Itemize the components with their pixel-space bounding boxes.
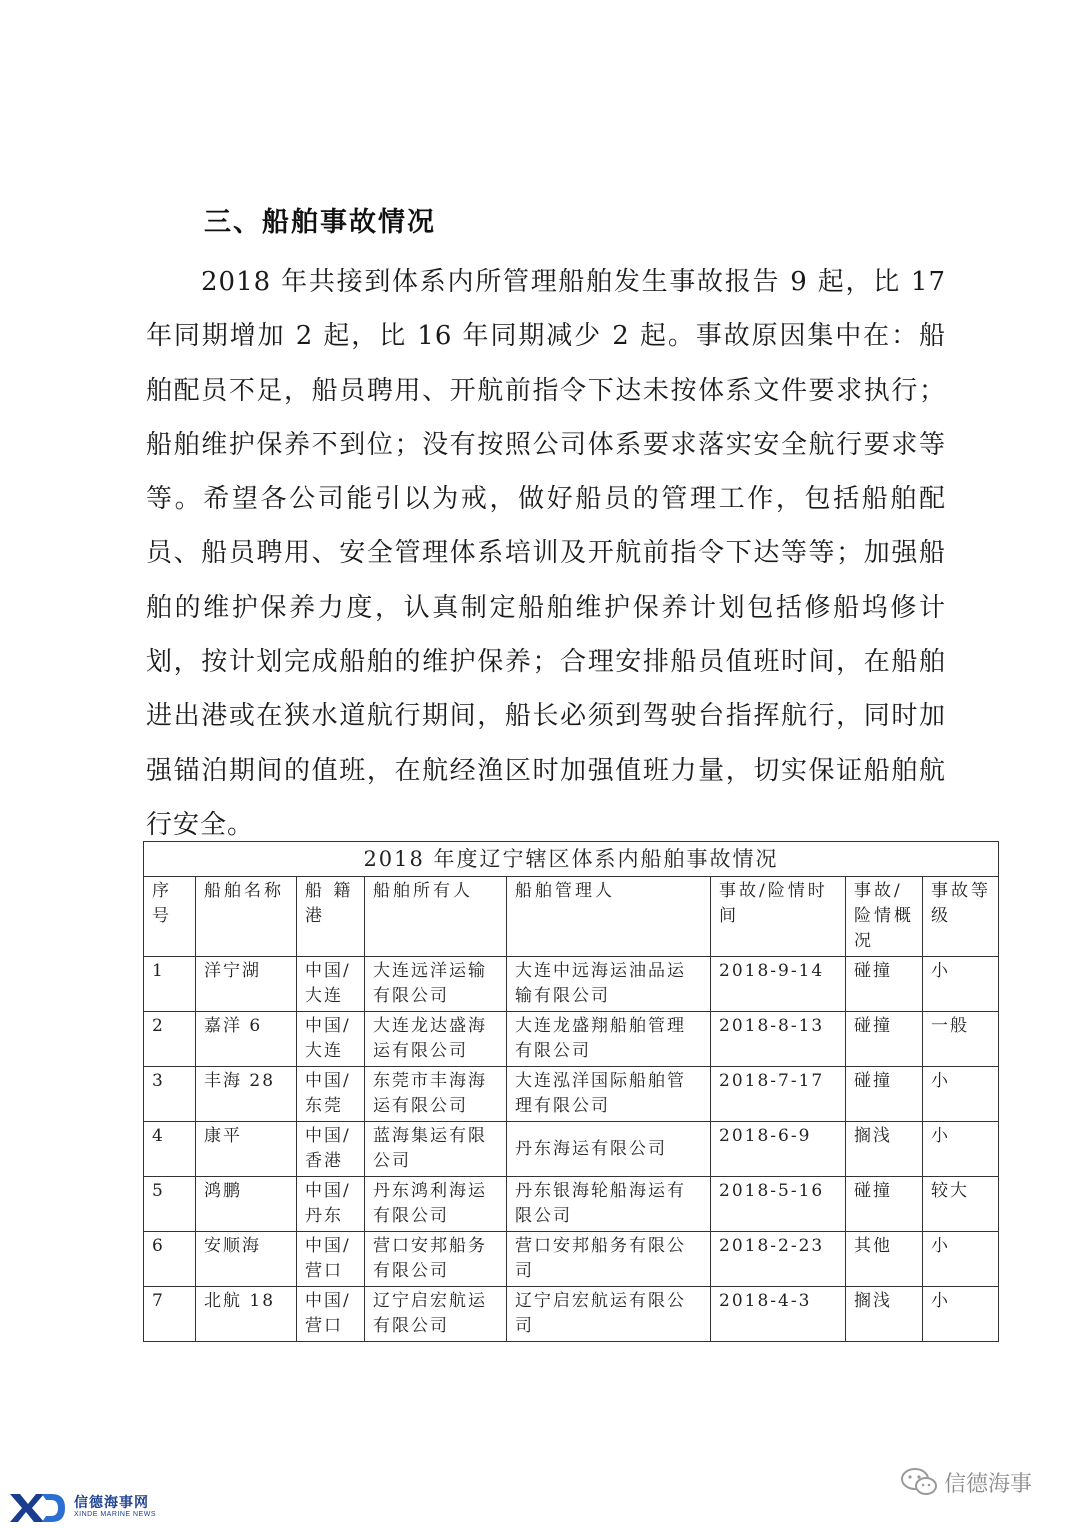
cell-ship-name: 北航 18	[196, 1287, 297, 1342]
cell-index: 3	[144, 1067, 196, 1122]
cell-owner: 大连远洋运输有限公司	[365, 957, 507, 1012]
cell-ship-name: 鸿鹏	[196, 1177, 297, 1232]
cell-port: 中国/东莞	[297, 1067, 365, 1122]
cell-time: 2018-5-16	[711, 1177, 846, 1232]
xinde-logo	[8, 1490, 168, 1524]
cell-time: 2018-7-17	[711, 1067, 846, 1122]
cell-port: 中国/营口	[297, 1287, 365, 1342]
col-header-time: 事故/险情时间	[711, 877, 846, 957]
cell-ship-name: 洋宁湖	[196, 957, 297, 1012]
cell-port: 中国/香港	[297, 1122, 365, 1177]
cell-summary: 搁浅	[846, 1122, 923, 1177]
cell-index: 1	[144, 957, 196, 1012]
cell-owner: 丹东鸿利海运有限公司	[365, 1177, 507, 1232]
col-header-index: 序号	[144, 877, 196, 957]
cell-ship-name: 康平	[196, 1122, 297, 1177]
cell-port: 中国/大连	[297, 957, 365, 1012]
cell-summary: 碰撞	[846, 1012, 923, 1067]
cell-manager: 丹东银海轮船海运有限公司	[507, 1177, 711, 1232]
cell-manager: 营口安邦船务有限公司	[507, 1232, 711, 1287]
cell-manager: 丹东海运有限公司	[507, 1122, 711, 1177]
section-heading: 三、船舶事故情况	[204, 207, 436, 238]
cell-port: 中国/营口	[297, 1232, 365, 1287]
col-header-manager: 船舶管理人	[507, 877, 711, 957]
cell-owner: 营口安邦船务有限公司	[365, 1232, 507, 1287]
col-header-ship-name: 船舶名称	[196, 877, 297, 957]
table-row	[144, 957, 999, 1012]
logo-subtext: XINDE MARINE NEWS	[74, 1511, 157, 1518]
accident-table	[143, 841, 999, 1342]
logo-text: 信德海事网	[74, 1495, 149, 1511]
cell-summary: 碰撞	[846, 957, 923, 1012]
cell-grade: 一般	[923, 1012, 999, 1067]
table-row	[144, 1067, 999, 1122]
cell-manager: 辽宁启宏航运有限公司	[507, 1287, 711, 1342]
cell-port: 中国/大连	[297, 1012, 365, 1067]
cell-index: 2	[144, 1012, 196, 1067]
cell-owner: 蓝海集运有限公司	[365, 1122, 507, 1177]
cell-grade: 小	[923, 957, 999, 1012]
table-row	[144, 1177, 999, 1232]
cell-grade: 较大	[923, 1177, 999, 1232]
cell-summary: 碰撞	[846, 1177, 923, 1232]
cell-owner: 大连龙达盛海运有限公司	[365, 1012, 507, 1067]
col-header-summary: 事故/险情概况	[846, 877, 923, 957]
cell-grade: 小	[923, 1067, 999, 1122]
col-header-grade: 事故等级	[923, 877, 999, 957]
watermark-text: 信德海事	[944, 1471, 1033, 1497]
cell-grade: 小	[923, 1122, 999, 1177]
table-title: 2018 年度辽宁辖区体系内船舶事故情况	[144, 842, 999, 877]
cell-index: 6	[144, 1232, 196, 1287]
cell-time: 2018-2-23	[711, 1232, 846, 1287]
table-row	[144, 1232, 999, 1287]
cell-owner: 辽宁启宏航运有限公司	[365, 1287, 507, 1342]
col-header-owner: 船舶所有人	[365, 877, 507, 957]
cell-ship-name: 嘉洋 6	[196, 1012, 297, 1067]
cell-index: 5	[144, 1177, 196, 1232]
cell-grade: 小	[923, 1287, 999, 1342]
cell-time: 2018-4-3	[711, 1287, 846, 1342]
cell-index: 7	[144, 1287, 196, 1342]
cell-summary: 搁浅	[846, 1287, 923, 1342]
cell-index: 4	[144, 1122, 196, 1177]
cell-grade: 小	[923, 1232, 999, 1287]
section-paragraph: 2018 年共接到体系内所管理船舶发生事故报告 9 起，比 17 年同期增加 2 起，比 16 年同期减少 2 起。事故原因集中在：船舶配员不足，船员聘用、开航前指令下达未按体系文件要求执行；船舶维护保养不到位；没有按照公司体系要求落实安全航行要求等等。希望各公司能引以为戒，做好船员的管理工作，包括船舶配员、船员聘用、安全管理体系培训及开航前指令下达等等；加强船舶的维护保养力度，认真制定船舶维护保养计划包括修船坞修计划，按计划完成船舶的维护保养；合理安排船员值班时间，在船舶进出港或在狭水道航行期间，船长必须到驾驶台指挥航行，同时加强锚泊期间的值班，在航经渔区时加强值班力量，切实保证船舶航行安全。	[146, 267, 946, 840]
cell-ship-name: 丰海 28	[196, 1067, 297, 1122]
table-header-row	[144, 877, 999, 957]
cell-time: 2018-8-13	[711, 1012, 846, 1067]
xd-logo-icon	[8, 1490, 66, 1524]
cell-port: 中国/丹东	[297, 1177, 365, 1232]
table-row	[144, 1122, 999, 1177]
cell-manager: 大连龙盛翔船舶管理有限公司	[507, 1012, 711, 1067]
wechat-icon	[900, 1467, 938, 1497]
cell-summary: 其他	[846, 1232, 923, 1287]
table-row	[144, 1287, 999, 1342]
cell-manager: 大连泓洋国际船舶管理有限公司	[507, 1067, 711, 1122]
col-header-port-of-registry: 船 籍港	[297, 877, 365, 957]
cell-owner: 东莞市丰海海运有限公司	[365, 1067, 507, 1122]
table-row	[144, 1012, 999, 1067]
cell-ship-name: 安顺海	[196, 1232, 297, 1287]
cell-summary: 碰撞	[846, 1067, 923, 1122]
wechat-watermark	[900, 1462, 1032, 1502]
cell-manager: 大连中远海运油品运输有限公司	[507, 957, 711, 1012]
cell-time: 2018-9-14	[711, 957, 846, 1012]
cell-time: 2018-6-9	[711, 1122, 846, 1177]
